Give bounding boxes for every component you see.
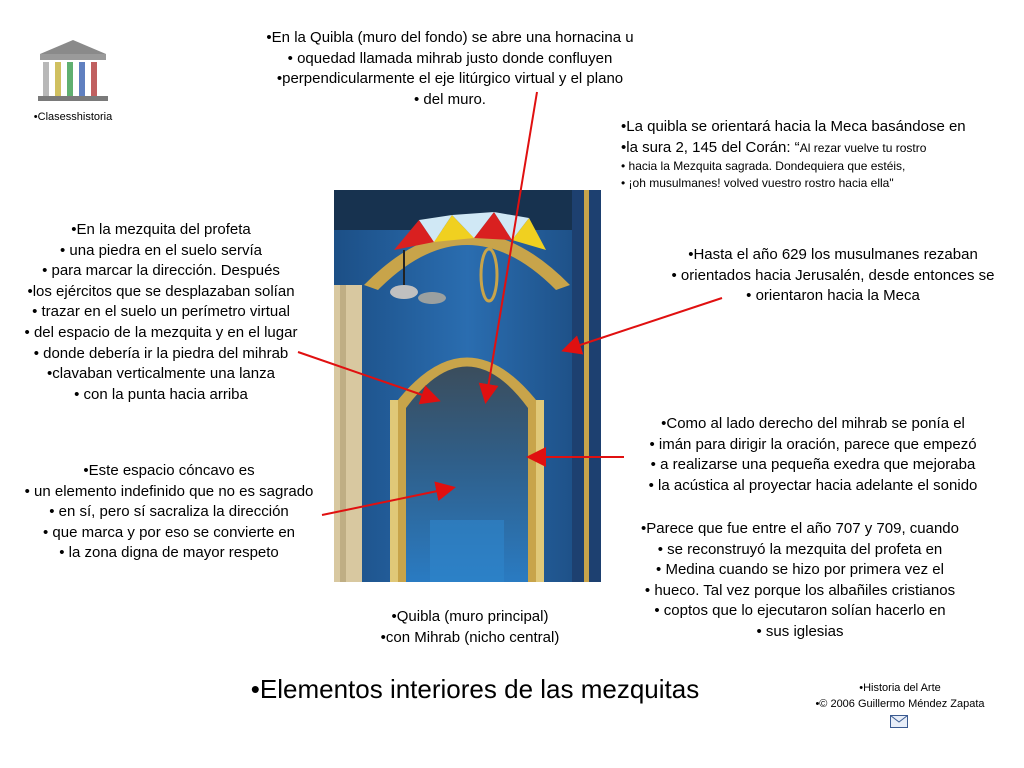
quibla-note <box>621 117 1016 192</box>
top-note <box>220 28 680 110</box>
top-note-line: • del muro. <box>414 90 486 108</box>
note-line: • orientaron hacia la Meca <box>746 287 920 305</box>
top-note-line: •En la Quibla (muro del fondo) se abre una hornacina u <box>266 29 634 46</box>
note-line: • se reconstruyó la mezquita del profeta en <box>657 540 943 558</box>
exedra-note <box>614 414 1012 496</box>
photo-caption <box>340 607 600 648</box>
top-note-line: •perpendicularmente el eje litúrgico virtual y el plano <box>276 70 624 88</box>
logo-caption: •Clasesshistoria <box>33 111 113 123</box>
credit-line: •© 2006 Guillermo Méndez Zapata <box>815 698 985 710</box>
concave-space-note <box>0 461 338 564</box>
note-line: • orientados hacia Jerusalén, desde entonces se <box>671 266 995 284</box>
quibla-note-small-line: • ¡oh musulmanes! volved vuestro rostro hacia ella" <box>621 176 894 191</box>
caption-line: •con Mihrab (nicho central) <box>380 628 560 646</box>
reconstruction-note <box>604 519 996 643</box>
note-line: • un elemento indefinido que no es sagrado <box>24 482 314 500</box>
top-note-line: • oquedad llamada mihrab justo donde confluyen <box>287 49 613 67</box>
note-line: • Medina cuando se hizo por primera vez el <box>656 561 944 579</box>
note-line: • trazar en el suelo un perímetro virtual <box>32 303 290 321</box>
note-line: • a realizarse una pequeña exedra que mejoraba <box>650 456 976 474</box>
note-line: • donde debería ir la piedra del mihrab <box>33 344 289 362</box>
note-line: • la acústica al proyectar hacia adelante el sonido <box>648 476 978 494</box>
credits <box>770 680 1024 712</box>
envelope-icon[interactable] <box>890 715 908 728</box>
note-line: •Este espacio cóncavo es <box>83 462 255 479</box>
temple-logo-icon <box>28 36 118 106</box>
note-line: •Como al lado derecho del mihrab se ponía el <box>661 415 965 432</box>
note-line: • en sí, pero sí sacraliza la dirección <box>49 503 289 521</box>
note-line: •los ejércitos que se desplazaban solían <box>27 282 295 300</box>
note-line: • que marca y por eso se convierte en <box>42 523 296 541</box>
jerusalem-note <box>648 245 1018 307</box>
credit-line: •Historia del Arte <box>859 682 941 694</box>
note-line: • del espacio de la mezquita y en el lugar <box>24 323 298 341</box>
note-line: • la zona digna de mayor respeto <box>59 544 279 562</box>
note-line: •clavaban verticalmente una lanza <box>47 365 275 383</box>
slide-title: •Elementos interiores de las mezquitas <box>250 674 700 704</box>
note-line: • sus iglesias <box>756 622 844 640</box>
quibla-note-line: •la sura 2, 145 del Corán: “Al rezar vuelve tu rostro <box>621 138 927 156</box>
note-line: • imán para dirigir la oración, parece que empezó <box>649 435 977 453</box>
note-line: • coptos que lo ejecutaron solían hacerlo en <box>654 602 946 620</box>
logo[interactable] <box>28 36 118 124</box>
note-line: • una piedra en el suelo servía <box>59 241 263 259</box>
note-line: •En la mezquita del profeta <box>71 221 251 238</box>
quibla-note-small-line: • hacia la Mezquita sagrada. Dondequiera que estéis, <box>621 159 906 174</box>
note-line: •Hasta el año 629 los musulmanes rezaban <box>688 246 978 263</box>
mihrab-photo <box>334 190 601 582</box>
quibla-note-line: •La quibla se orientará hacia la Meca basándose en <box>621 118 966 135</box>
note-line: •Parece que fue entre el año 707 y 709, cuando <box>641 520 959 537</box>
prophet-mosque-note <box>0 220 322 405</box>
note-line: • con la punta hacia arriba <box>74 385 248 403</box>
note-line: • para marcar la dirección. Después <box>42 262 280 280</box>
note-line: • hueco. Tal vez porque los albañiles cristianos <box>644 581 956 599</box>
quote-continuation: Al rezar vuelve tu rostro <box>799 140 927 155</box>
caption-line: •Quibla (muro principal) <box>391 608 549 625</box>
